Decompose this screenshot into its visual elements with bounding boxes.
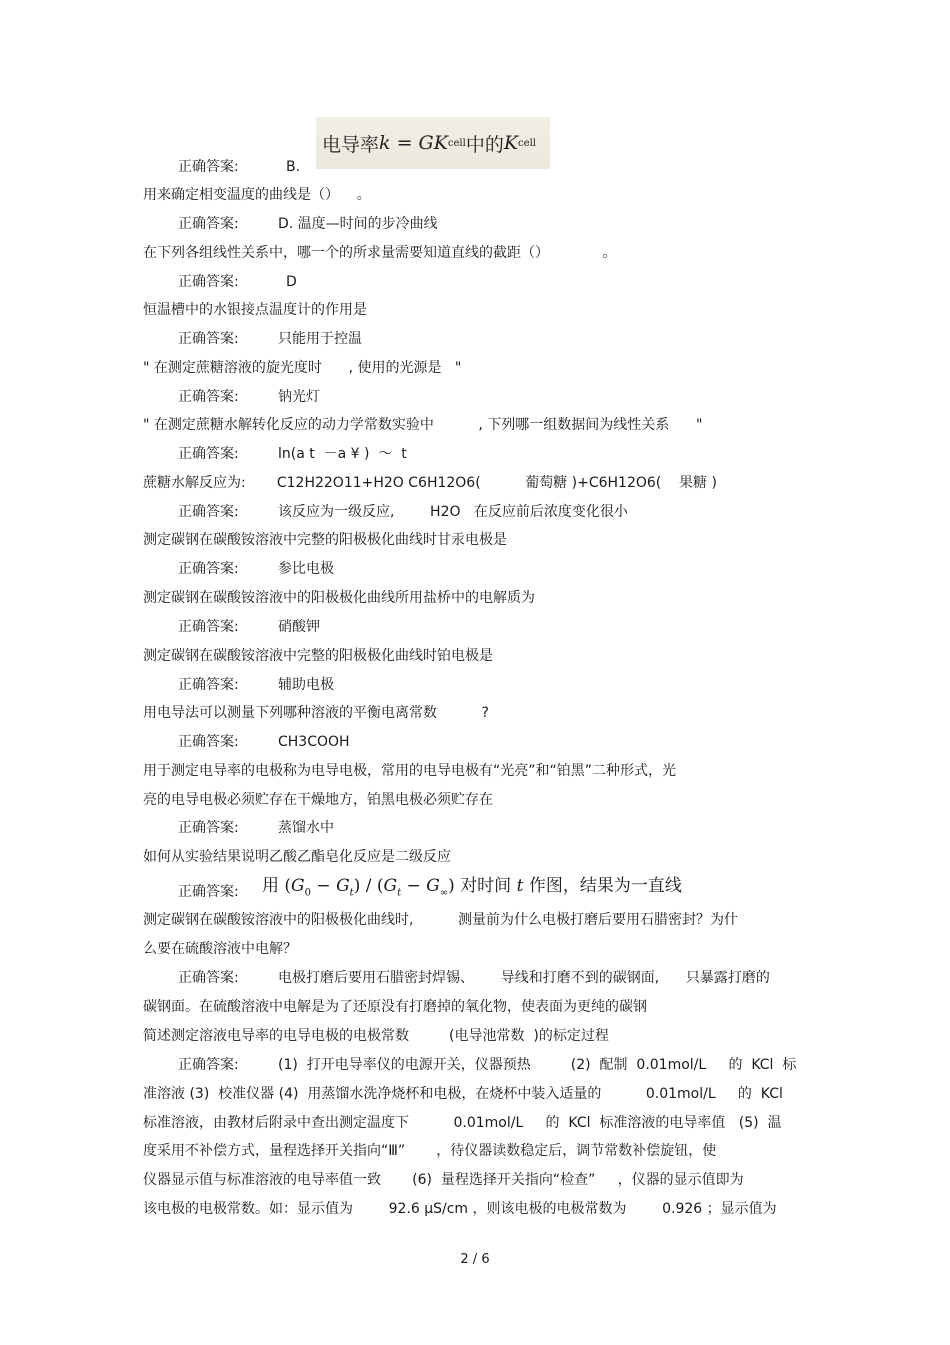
answer-label: 正确答案: [178,216,239,232]
answer-text: ln(a t －a ¥ ) ～ t [278,446,407,462]
answer-label: 正确答案: [178,504,239,520]
answer-text: D [286,274,297,290]
answer-text: 参比电极 [278,561,334,577]
answer-text: 辅助电极 [278,677,334,693]
answer-label: 正确答案: [178,159,239,175]
answer-label: 正确答案: [178,446,239,462]
question-text: 蔗糖水解反应为: C12H22O11+H2O C6H12O6( 葡萄糖 )+C6H12O6( 果糖 ) [143,475,717,491]
answer-text: B. [286,159,301,175]
question-text: 恒温槽中的水银接点温度计的作用是 [143,302,367,318]
answer-label: 正确答案: [178,1057,239,1073]
question-text: 测定碳钢在碳酸铵溶液中完整的阳极极化曲线时甘汞电极是 [143,532,507,548]
formula-answer-image: 用 $(G_0 - G_t) / (G_t - G_\infty)$ 对时间 t 作图，结果为一直线 [262,876,682,899]
formula-image-conductivity [316,117,550,169]
question-text: 用电导法可以测量下列哪种溶液的平衡电离常数 ? [143,705,489,721]
answer-text-cont: 该电极的电极常数。如：显示值为 92.6 μS/cm ，则该电极的电极常数为 0.926 ；显示值为 [143,1201,777,1217]
formula-mid: 中的 [465,133,504,156]
answer-text: 蒸馏水中 [278,820,334,836]
question-text: 如何从实验结果说明乙酸乙酯皂化反应是二级反应 [143,849,451,865]
question-text-cont: 么要在硫酸溶液中电解？ [143,941,297,957]
answer-text: 硝酸钾 [278,619,320,635]
answer-label: 正确答案: [178,970,239,986]
answer-text: 钠光灯 [278,389,320,405]
answer-label: 正确答案: [178,734,239,750]
answer-label: 正确答案: [178,820,239,836]
answer-text-cont: 碳钢面。在硫酸溶液中电解是为了还原没有打磨掉的氧化物，使表面为更纯的碳钢 [143,999,647,1015]
answer-label: 正确答案: [178,389,239,405]
answer-text: 该反应为一级反应, H2O 在反应前后浓度变化很小 [278,504,628,520]
question-text: 在下列各组线性关系中，哪一个的所求量需要知道直线的截距（） 。 [143,245,617,261]
question-text: 简述测定溶液电导率的电导电极的电极常数 (电导池常数 )的标定过程 [143,1028,609,1044]
question-text: " 在测定蔗糖溶液的旋光度时 , 使用的光源是 " [143,360,462,376]
answer-text-cont: 标准溶液，由教材后附录中查出测定温度下 0.01mol/L 的 KCl 标准溶液的电导率值 (5) 温 [143,1115,782,1131]
question-text: 用于测定电导率的电极称为电导电极，常用的电导电极有“光亮”和“铂黑”二种形式，光 [143,763,677,779]
page-number: 2 / 6 [460,1252,490,1267]
answer-text: (1) 打开电导率仪的电源开关，仪器预热 (2) 配制 0.01mol/L 的 KCl 标 [278,1057,797,1073]
formula-sub: cell [447,137,466,149]
answer-text-cont: 准溶液 (3) 校准仪器 (4) 用蒸馏水洗净烧杯和电极，在烧杯中装入适量的 0.01mol/L 的 KCl [143,1086,783,1102]
answer-text: 电极打磨后要用石腊密封焊锡、 导线和打磨不到的碳钢面, 只暴露打磨的 [278,970,770,986]
answer-label: 正确答案: [178,884,239,900]
answer-label: 正确答案: [178,619,239,635]
answer-text: D. 温度—时间的步冷曲线 [278,216,438,232]
answer-label: 正确答案: [178,274,239,290]
answer-text: CH3COOH [278,734,350,750]
question-text: " 在测定蔗糖水解转化反应的动力学常数实验中 , 下列哪一组数据间为线性关系 " [143,417,703,433]
question-text-cont: 亮的电导电极必须贮存在干燥地方，铂黑电极必须贮存在 [143,792,493,808]
question-text: 用来确定相变温度的曲线是（） 。 [143,187,371,203]
formula-k: K [503,132,519,154]
answer-text-cont: 度采用不补偿方式，量程选择开关指向“Ⅲ” ，待仪器读数稳定后，调节常数补偿旋钮，使 [143,1143,717,1159]
answer-label: 正确答案: [178,677,239,693]
question-text: 测定碳钢在碳酸铵溶液中的阳极极化曲线所用盐桥中的电解质为 [143,590,535,606]
question-text: 测定碳钢在碳酸铵溶液中的阳极极化曲线时, 测量前为什么电极打磨后要用石腊密封？为什 [143,912,738,928]
formula-sub: cell [518,137,536,149]
answer-label: 正确答案: [178,561,239,577]
answer-text: 只能用于控温 [278,331,362,347]
answer-text-cont: 仪器显示值与标准溶液的电导率值一致 (6) 量程选择开关指向“检查” ，仪器的显示值即为 [143,1172,744,1188]
formula-prefix: 电导率 [322,133,380,156]
answer-label: 正确答案: [178,331,239,347]
formula-expr: k = GK [379,132,448,154]
question-text: 测定碳钢在碳酸铵溶液中完整的阳极极化曲线时铂电极是 [143,648,493,664]
